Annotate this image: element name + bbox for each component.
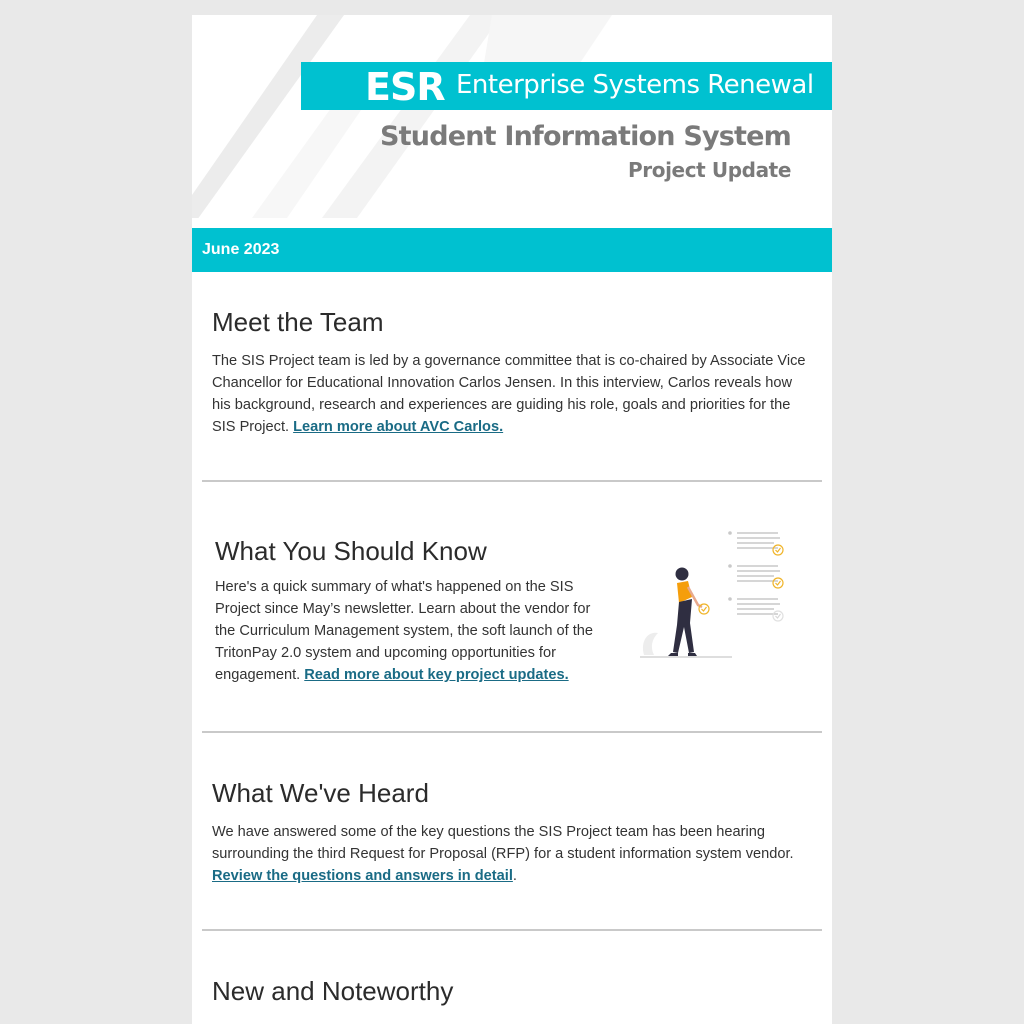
newsletter-body xyxy=(192,15,832,1024)
section-heading: Meet the Team xyxy=(212,307,384,337)
section-body xyxy=(215,576,610,686)
review-questions-link[interactable]: Review the questions and answers in detail xyxy=(212,868,513,884)
section-body xyxy=(212,821,812,887)
section-body-text: Here's a quick summary of what's happened on the SIS Project since May’s newsletter. Learn about the vendor for the Curriculum Management system, the soft launch of the TritonPay 2.0 system and upcoming opportunities for engagement. xyxy=(215,579,593,683)
banner-subtitle: Project Update xyxy=(628,158,791,182)
section-divider xyxy=(202,480,822,482)
section-heading: What We've Heard xyxy=(212,778,429,808)
section-divider xyxy=(202,731,822,733)
section-body-text: The SIS Project team is led by a governance committee that is co-chaired by Associate Vice Chancellor for Educational Innovation Carlos Jensen. In this interview, Carlos reveals how his background, research and experiences are guiding his role, goals and priorities for the SIS Project. xyxy=(212,353,806,435)
person-checklist-illustration xyxy=(640,527,790,662)
esr-full-name: Enterprise Systems Renewal xyxy=(456,70,814,100)
section-divider xyxy=(202,929,822,931)
section-heading: New and Noteworthy xyxy=(212,976,454,1006)
esr-title-bar xyxy=(301,62,832,110)
banner-background-stripes xyxy=(192,15,832,218)
section-body xyxy=(212,350,812,438)
header-banner xyxy=(192,15,832,218)
key-project-updates-link[interactable]: Read more about key project updates. xyxy=(304,667,569,683)
section-heading: What You Should Know xyxy=(215,536,487,566)
issue-date: June 2023 xyxy=(202,241,280,258)
section-body-tail: . xyxy=(512,868,517,884)
date-bar xyxy=(192,228,832,272)
section-body-text: We have answered some of the key questions the SIS Project team has been hearing surrounding the third Request for Proposal (RFP) for a student information system vendor. xyxy=(212,824,794,862)
banner-title: Student Information System xyxy=(380,121,791,152)
learn-more-avc-link[interactable]: Learn more about AVC Carlos. xyxy=(293,419,504,435)
esr-logo-text: ESR xyxy=(365,65,445,109)
